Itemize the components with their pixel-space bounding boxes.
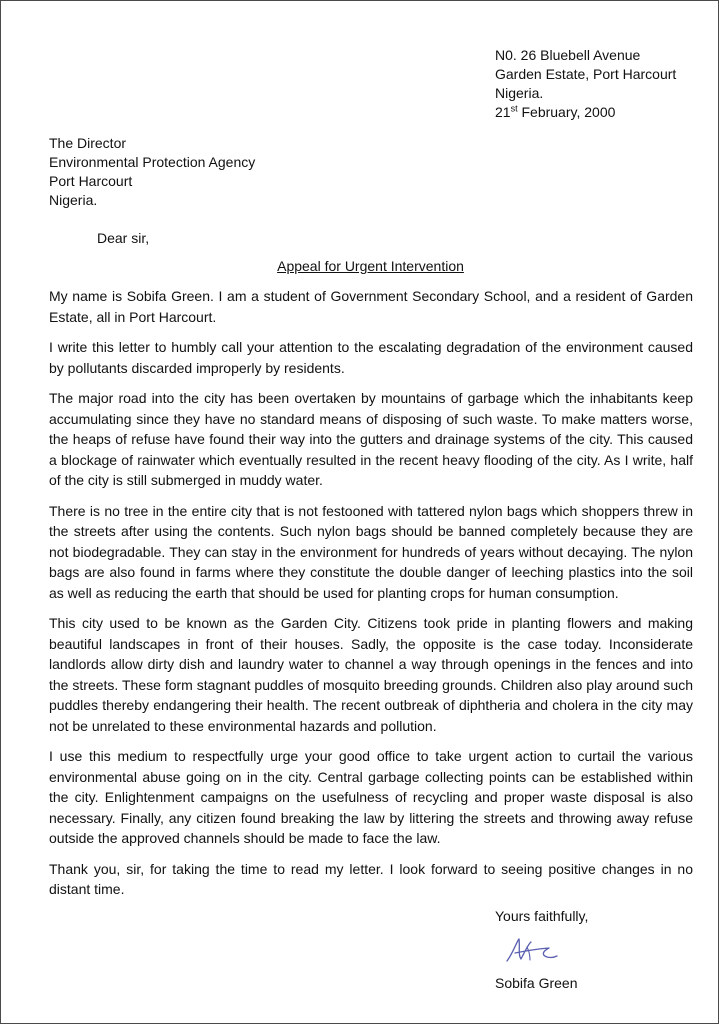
recipient-address-line: Nigeria. [49, 192, 98, 208]
body-paragraph: Thank you, sir, for taking the time to read my letter. I look forward to seeing positive changes in no distant time. [49, 860, 693, 897]
closing-block [495, 906, 695, 993]
signatory-name: Sobifa Green [495, 974, 578, 991]
sender-address-line: Nigeria. [495, 85, 544, 101]
recipient-address-line: Environmental Protection Agency [49, 154, 256, 170]
sender-address-line: N0. 26 Bluebell Avenue [495, 47, 641, 63]
sender-address [495, 46, 710, 122]
letter-subject: Appeal for Urgent Intervention [277, 258, 464, 274]
body-paragraph: This city used to be known as the Garden City. Citizens took pride in planting flowers and making beautiful landscapes in front of their houses. Sadly, the opposite is the case today. Inconsiderate landlords allow dirty dish and laundry water to channel a way through openings in the fences and into the streets. These form stagnant puddles of mosquito breeding grounds. Children also play around such puddles thereby endangering their health. The recent outbreak of diphtheria and cholera in the city may not be unrelated to these environmental hazards and pollution. [49, 615, 693, 734]
body-paragraph: The major road into the city has been overtaken by mountains of garbage which the inhabitants keep accumulating since they have no standard means of disposing of such waste. To make matters worse, the heaps of refuse have found their way into the gutters and drainage systems of the city. This caused a blockage of rainwater which eventually resulted in the recent heavy flooding of the city. As I write, half of the city is still submerged in muddy water. [49, 390, 693, 488]
body-paragraph: I use this medium to respectfully urge your good office to take urgent action to curtail the various environmental abuse going on in the city. Central garbage collecting points can be established within the city. Enlightenment campaigns on the usefulness of recycling and proper waste disposal is also necessary. Finally, any citizen found breaking the law by littering the streets and throwing away refuse outside the approved channels should be made to face the law. [49, 748, 693, 846]
closing-phrase: Yours faithfully, [495, 908, 589, 924]
recipient-address-line: Port Harcourt [49, 173, 133, 189]
body-paragraph: I write this letter to humbly call your attention to the escalating degradation of the environment caused by pollutants discarded improperly by residents. [49, 339, 693, 376]
signature [495, 933, 695, 967]
date-suffix: st [510, 103, 518, 114]
body-paragraph: My name is Sobifa Green. I am a student of Government Secondary School, and a resident of Garden Estate, all in Port Harcourt. [49, 288, 693, 325]
body-paragraph: There is no tree in the entire city that is not festooned with tattered nylon bags which shoppers threw in the streets after using the contents. Such nylon bags should be banned completely because they are not biodegradable. They can stay in the environment for hundreds of years without decaying. The nylon bags are also found in farms where they constitute the double danger of leeching plastics into the soil as well as reducing the earth that should be used for planting crops for human consumption. [49, 502, 693, 601]
letter-body [49, 286, 693, 910]
salutation: Dear sir, [97, 230, 150, 246]
recipient-address-line: The Director [49, 135, 127, 151]
sender-address-line: Garden Estate, Port Harcourt [495, 66, 677, 82]
signature-scribble-icon [503, 933, 563, 967]
date-rest: February, 2000 [517, 104, 616, 120]
recipient-address [49, 134, 255, 210]
letter-date [495, 103, 710, 122]
date-day: 21 [495, 104, 511, 120]
